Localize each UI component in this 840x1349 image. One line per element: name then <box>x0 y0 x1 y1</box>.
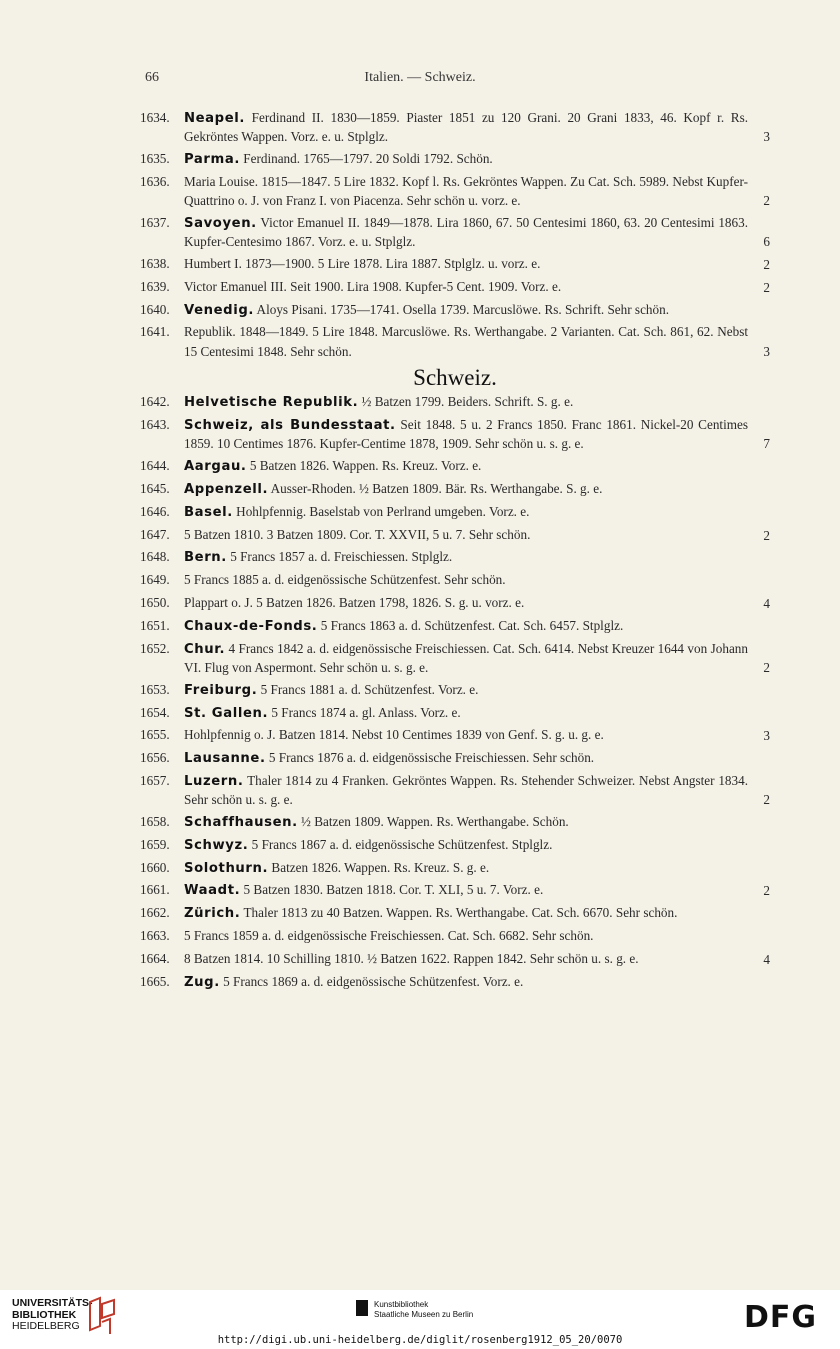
entry-description: Maria Louise. 1815—1847. 5 Lire 1832. Kopf l. Rs. Gekröntes Wappen. Zu Cat. Sch. 5989. Nebst Kupfer-Quattrino o. J. von Franz I. von Piacenza. Sehr schön u. vorz. e. <box>184 173 748 209</box>
museum-logo-icon <box>356 1300 368 1316</box>
entry-description: Plappart o. J. 5 Batzen 1826. Batzen 1798, 1826. S. g. u. vorz. e. <box>184 595 525 611</box>
entry-body <box>184 548 770 567</box>
entry-place-name: St. Gallen. <box>184 705 269 721</box>
entry-place-name: Appenzell. <box>184 482 269 498</box>
entry-place-name: Neapel. <box>184 111 245 126</box>
entry-body <box>184 927 770 946</box>
entry-place-name: Chaux-de-Fonds. <box>184 618 318 634</box>
entry-number: 1644. <box>140 458 170 474</box>
entry-description: 5 Francs 1859 a. d. eidgenössische Freischiessen. Cat. Sch. 6682. Sehr schön. <box>184 927 594 943</box>
entry-body <box>184 973 770 992</box>
entry-price: 3 <box>763 129 770 145</box>
catalog-entry <box>140 726 770 745</box>
catalog-entry <box>140 214 770 252</box>
entry-number: 1654. <box>140 704 170 720</box>
entry-place-name: Lausanne. <box>184 751 266 767</box>
permalink[interactable]: http://digi.ub.uni-heidelberg.de/diglit/rosenberg1912_05_20/0070 <box>217 1334 623 1346</box>
catalog-entry <box>140 571 770 590</box>
entry-body <box>184 640 770 678</box>
entry-place-name: Helvetische Republik. <box>184 395 359 411</box>
entry-description: Ferdinand II. 1830—1859. Piaster 1851 zu 120 Grani. 20 Grani 1833, 46. Kopf r. Rs. Gekröntes Wappen. Vorz. e. u. Stplglz. <box>184 110 748 145</box>
catalog-entry <box>140 457 770 476</box>
catalog-entry <box>140 904 770 923</box>
entry-price: 2 <box>763 279 770 295</box>
entry-number: 1646. <box>140 503 170 519</box>
entry-price: 4 <box>763 596 770 612</box>
kb-line-2: Staatliche Museen zu Berlin <box>374 1310 474 1319</box>
entry-description: 5 Francs 1867 a. d. eidgenössische Schützenfest. Stplglz. <box>248 836 553 852</box>
entry-place-name: Basel. <box>184 504 233 520</box>
catalog-entry <box>140 416 770 454</box>
entry-number: 1638. <box>140 256 170 272</box>
entry-description: 8 Batzen 1814. 10 Schilling 1810. ½ Batzen 1622. Rappen 1842. Sehr schön u. s. g. e. <box>184 950 639 966</box>
catalog-entry <box>140 640 770 678</box>
catalog-entry <box>140 749 770 768</box>
entry-number: 1658. <box>140 814 170 829</box>
entry-description: Seit 1848. 5 u. 2 Francs 1850. Franc 1861. Nickel-20 Centimes 1859. 10 Centimes 1876. Kupfer-Centime 1878, 1909. Sehr schön u. s. g. e. <box>184 417 748 452</box>
catalog-entry <box>140 704 770 723</box>
kunstbibliothek-label <box>374 1300 473 1320</box>
catalog-entry <box>140 859 770 878</box>
entry-price: 3 <box>763 728 770 744</box>
entry-description: ½ Batzen 1799. Beiders. Schrift. S. g. e. <box>358 394 574 410</box>
entry-body <box>184 301 770 320</box>
entry-price: 2 <box>763 527 770 543</box>
entry-body <box>184 571 770 590</box>
catalog-entry <box>140 301 770 320</box>
library-name <box>12 1298 93 1333</box>
entry-number: 1642. <box>140 394 170 410</box>
entry-body <box>184 214 770 252</box>
entry-description: Humbert I. 1873—1900. 5 Lire 1878. Lira 1887. Stplglz. u. vorz. e. <box>184 256 541 272</box>
entry-body <box>184 480 770 499</box>
catalog-entry <box>140 836 770 855</box>
entry-description: 5 Batzen 1830. Batzen 1818. Cor. T. XLI, 5 u. 7. Vorz. e. <box>240 882 544 898</box>
entry-place-name: Freiburg. <box>184 682 258 698</box>
entry-description: Victor Emanuel II. 1849—1878. Lira 1860, 67. 50 Centesimi 1860, 63. 20 Centesimi 1863. Kupfer-Centesimo 1867. Vorz. e. u. Stplglz. <box>184 214 748 250</box>
catalog-entry <box>140 617 770 636</box>
entry-body <box>184 836 770 855</box>
entry-description: Hohlpfennig o. J. Batzen 1814. Nebst 10 Centimes 1839 von Genf. S. g. u. g. e. <box>184 727 604 743</box>
entry-number: 1656. <box>140 750 170 766</box>
entry-body <box>184 255 770 274</box>
entry-number: 1649. <box>140 572 170 588</box>
entry-number: 1634. <box>140 110 170 125</box>
catalog-entry <box>140 323 770 361</box>
entry-body <box>184 704 770 723</box>
entry-number: 1639. <box>140 278 170 294</box>
entry-place-name: Waadt. <box>184 883 241 899</box>
entry-body <box>184 617 770 636</box>
entry-body <box>184 416 770 454</box>
catalog-entry <box>140 480 770 499</box>
dfg-logo: DFG <box>744 1300 818 1335</box>
entry-number: 1655. <box>140 727 170 743</box>
entry-body <box>184 323 770 361</box>
entry-body <box>184 726 770 745</box>
entry-number: 1663. <box>140 927 170 943</box>
entry-price: 6 <box>763 234 770 250</box>
entry-description: Batzen 1826. Wappen. Rs. Kreuz. S. g. e. <box>268 859 490 875</box>
entry-price: 2 <box>763 792 770 808</box>
kb-line-1: Kunstbibliothek <box>374 1300 429 1309</box>
entry-place-name: Aargau. <box>184 459 247 475</box>
entry-number: 1664. <box>140 950 170 966</box>
entry-number: 1659. <box>140 836 170 852</box>
entry-number: 1652. <box>140 640 170 656</box>
entry-place-name: Solothurn. <box>184 860 269 876</box>
entry-description: Republik. 1848—1849. 5 Lire 1848. Marcuslöwe. Rs. Werthangabe. 2 Varianten. Cat. Sch. 861, 62. Nebst 15 Centesimi 1848. Sehr schön. <box>184 324 748 359</box>
entry-description: ½ Batzen 1809. Wappen. Rs. Werthangabe. Schön. <box>297 814 569 829</box>
entry-number: 1641. <box>140 324 170 340</box>
catalog-entry <box>140 393 770 412</box>
page-header <box>0 70 840 92</box>
entry-body <box>184 881 770 900</box>
entry-price: 7 <box>763 436 770 452</box>
entry-price: 4 <box>763 951 770 967</box>
catalog-entry <box>140 973 770 992</box>
entry-body <box>184 950 770 969</box>
section-title: Schweiz. <box>413 365 497 391</box>
entry-number: 1661. <box>140 882 170 898</box>
catalog-entry <box>140 772 770 810</box>
entry-number: 1640. <box>140 301 170 317</box>
entry-description: 5 Francs 1874 a. gl. Anlass. Vorz. e. <box>268 704 461 720</box>
entry-number: 1650. <box>140 595 170 611</box>
footer-bar <box>0 1290 840 1349</box>
entry-place-name: Schwyz. <box>184 837 249 853</box>
entry-number: 1637. <box>140 214 170 230</box>
entry-number: 1643. <box>140 417 170 433</box>
catalog-entry <box>140 950 770 969</box>
entry-description: 5 Batzen 1826. Wappen. Rs. Kreuz. Vorz. e. <box>246 458 482 474</box>
entry-body <box>184 503 770 522</box>
entry-description: Hohlpfennig. Baselstab von Perlrand umgeben. Vorz. e. <box>232 503 530 519</box>
entry-place-name: Parma. <box>184 152 240 168</box>
entry-number: 1635. <box>140 151 170 167</box>
catalog-entry <box>140 881 770 900</box>
entry-place-name: Luzern. <box>184 773 244 789</box>
entry-description: 5 Batzen 1810. 3 Batzen 1809. Cor. T. XXVII, 5 u. 7. Sehr schön. <box>184 526 531 542</box>
entry-body <box>184 173 770 211</box>
entry-description: Ferdinand. 1765—1797. 20 Soldi 1792. Schön. <box>239 151 493 167</box>
entry-description: Aloys Pisani. 1735—1741. Osella 1739. Marcuslöwe. Rs. Schrift. Sehr schön. <box>253 301 669 317</box>
entry-number: 1657. <box>140 772 170 788</box>
entry-number: 1665. <box>140 973 170 989</box>
entry-body <box>184 904 770 923</box>
entry-description: 4 Francs 1842 a. d. eidgenössische Freischiessen. Cat. Sch. 6414. Nebst Kreuzer 1644 von Johann VI. Flug von Aspermont. Sehr schön u. s. g. e. <box>184 640 748 675</box>
entry-price: 2 <box>763 883 770 899</box>
entry-number: 1636. <box>140 173 170 189</box>
entry-body <box>184 457 770 476</box>
catalog-entry <box>140 548 770 567</box>
entry-number: 1653. <box>140 681 170 697</box>
catalog-entry <box>140 927 770 946</box>
catalog-entry <box>140 173 770 211</box>
entry-description: 5 Francs 1876 a. d. eidgenössische Freischiessen. Sehr schön. <box>265 750 595 766</box>
entry-number: 1645. <box>140 481 170 497</box>
university-logo-icon <box>86 1296 118 1336</box>
entry-number: 1648. <box>140 549 170 565</box>
entry-body <box>184 813 770 832</box>
entry-description: 5 Francs 1869 a. d. eidgenössische Schützenfest. Vorz. e. <box>219 973 524 989</box>
entry-number: 1651. <box>140 617 170 633</box>
entry-body <box>184 526 770 545</box>
catalog-entry <box>140 278 770 297</box>
entry-body <box>184 749 770 768</box>
entry-body <box>184 109 770 147</box>
entry-description: Ausser-Rhoden. ½ Batzen 1809. Bär. Rs. Werthangabe. S. g. e. <box>268 481 603 497</box>
entry-place-name: Bern. <box>184 550 227 566</box>
catalog-entry <box>140 150 770 169</box>
entry-body <box>184 681 770 700</box>
entry-place-name: Schaffhausen. <box>184 815 298 830</box>
schweiz-list <box>140 393 770 992</box>
entry-place-name: Chur. <box>184 641 226 657</box>
entry-place-name: Zug. <box>184 974 220 990</box>
entry-description: Victor Emanuel III. Seit 1900. Lira 1908. Kupfer-5 Cent. 1909. Vorz. e. <box>184 278 562 294</box>
entry-number: 1647. <box>140 526 170 542</box>
catalog-entry <box>140 681 770 700</box>
entry-price: 2 <box>763 659 770 675</box>
entry-body <box>184 278 770 297</box>
entry-price: 3 <box>763 343 770 359</box>
catalog-entries <box>140 109 770 995</box>
entry-description: Thaler 1814 zu 4 Franken. Gekröntes Wappen. Rs. Stehender Schweizer. Nebst Angster 1834. Sehr schön u. s. g. e. <box>184 772 748 808</box>
catalog-entry <box>140 255 770 274</box>
entry-body <box>184 859 770 878</box>
entry-number: 1660. <box>140 859 170 875</box>
italien-list <box>140 109 770 361</box>
entry-place-name: Savoyen. <box>184 215 257 231</box>
entry-place-name: Zürich. <box>184 906 241 922</box>
entry-place-name: Venedig. <box>184 302 254 318</box>
entry-body <box>184 150 770 169</box>
library-line-1: UNIVERSITÄTS- <box>12 1297 93 1309</box>
entry-body <box>184 594 770 613</box>
entry-description: 5 Francs 1881 a. d. Schützenfest. Vorz. e. <box>257 681 479 697</box>
catalog-entry <box>140 813 770 832</box>
page-number: 66 <box>145 70 159 85</box>
entry-description: 5 Francs 1857 a. d. Freischiessen. Stplglz. <box>226 549 453 565</box>
library-line-2: BIBLIOTHEK <box>12 1308 77 1321</box>
entry-body <box>184 772 770 810</box>
library-line-3: HEIDELBERG <box>12 1320 80 1332</box>
entry-description: 5 Francs 1863 a. d. Schützenfest. Cat. Sch. 6457. Stplglz. <box>317 617 624 633</box>
catalog-entry <box>140 526 770 545</box>
entry-price: 2 <box>763 193 770 209</box>
entry-description: Thaler 1813 zu 40 Batzen. Wappen. Rs. Werthangabe. Cat. Sch. 6670. Sehr schön. <box>240 905 678 921</box>
catalog-entry <box>140 109 770 147</box>
entry-place-name: Schweiz, als Bundesstaat. <box>184 418 396 434</box>
entry-body <box>184 393 770 412</box>
running-head: Italien. — Schweiz. <box>364 70 476 85</box>
entry-description: 5 Francs 1885 a. d. eidgenössische Schützenfest. Sehr schön. <box>184 572 506 588</box>
entry-price: 2 <box>763 257 770 273</box>
catalog-entry <box>140 503 770 522</box>
catalog-entry <box>140 594 770 613</box>
entry-number: 1662. <box>140 905 170 921</box>
